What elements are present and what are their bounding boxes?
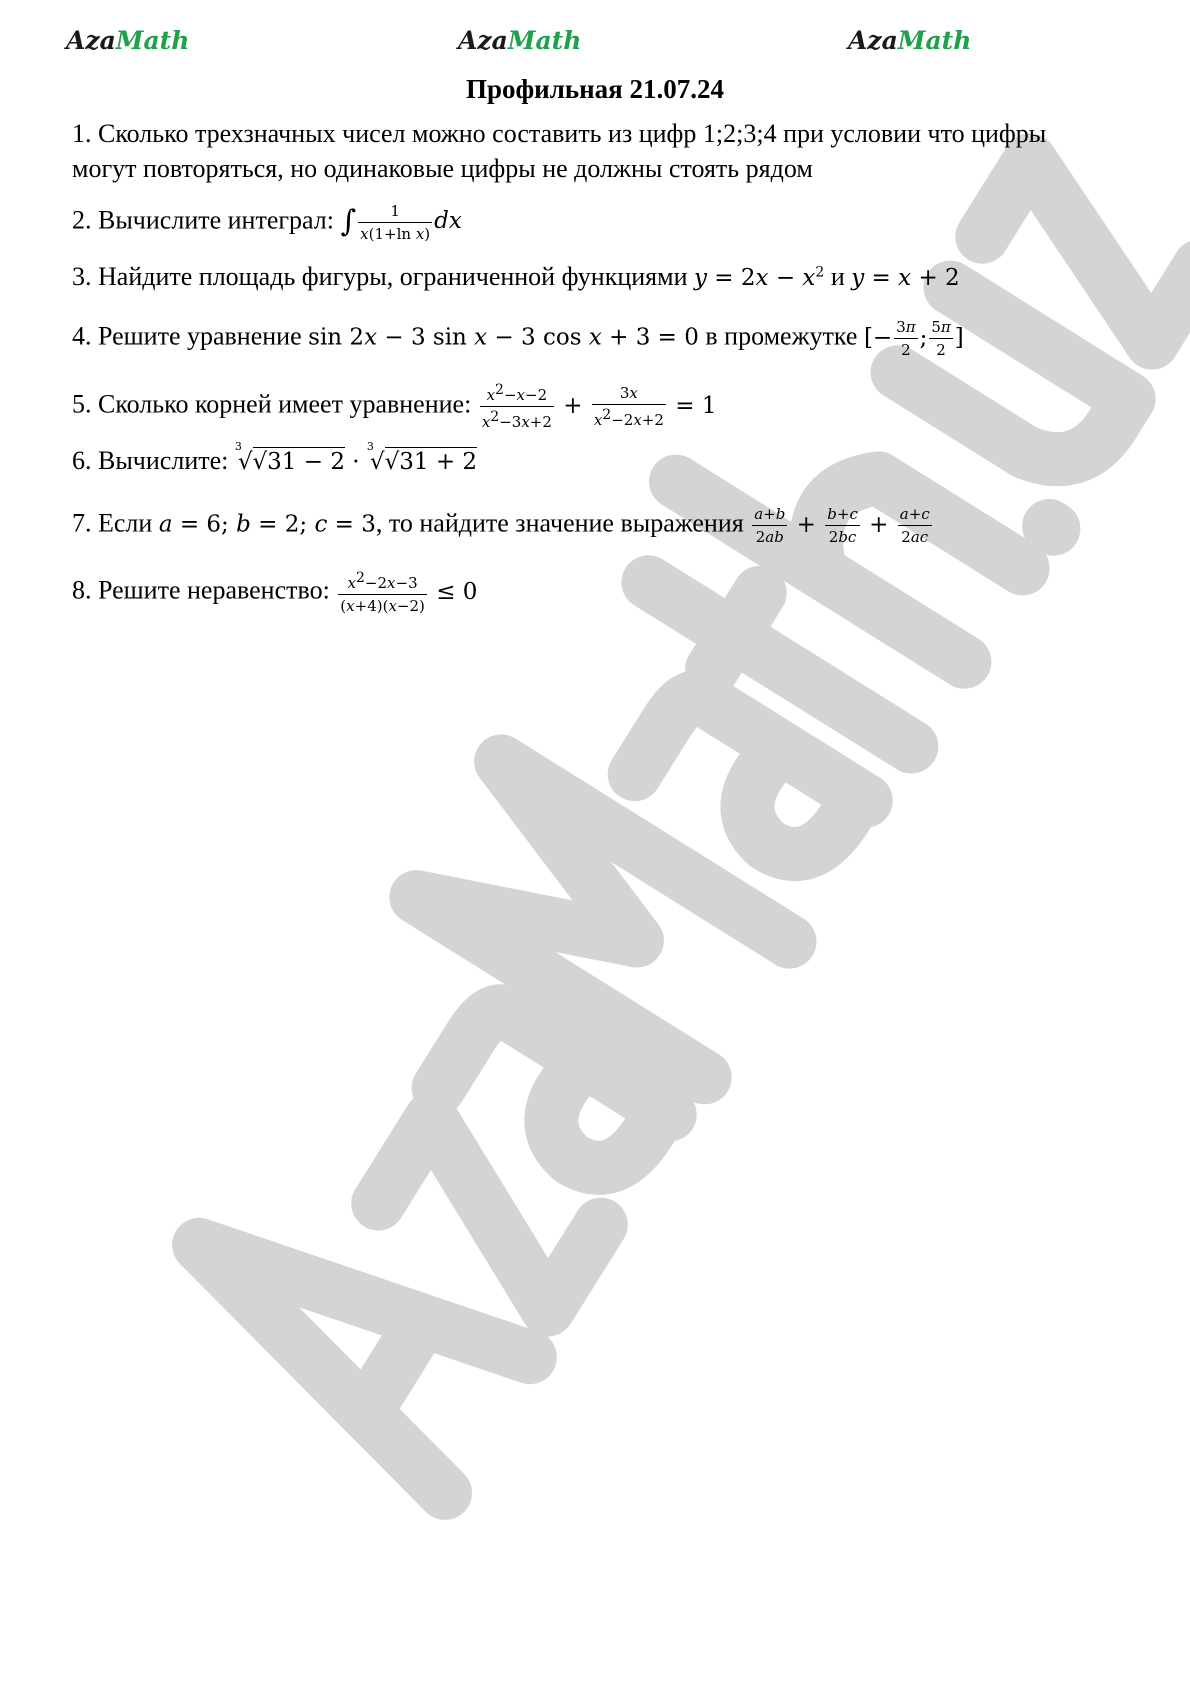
- problem-number: 8.: [72, 575, 92, 605]
- problem-text: Решите неравенство:: [98, 575, 330, 605]
- problem-formula: $\frac{x^2-2x-3}{(x+4)(x-2)}$ ≤ 0: [340, 570, 478, 615]
- problem-formula: $\frac{a+b}{2ab}$ + $\frac{b+c}{2bc}$ + $\frac{a+c}{2ac}$: [754, 505, 930, 546]
- problem-formula: y = x + 2: [851, 265, 960, 291]
- brand-logo: [66, 26, 189, 55]
- problem-formula: [− $\frac{3\pi}{2}$ ; $\frac{5\pi}{2}$ ]: [863, 318, 964, 359]
- problem-number: 2.: [72, 205, 92, 235]
- problem-joiner: и: [830, 262, 845, 291]
- problem-suffix: в промежутке: [705, 321, 858, 351]
- problem-formula: a = 6; b = 2; c = 3: [158, 511, 376, 538]
- brand-part-aza: Aza: [458, 26, 508, 55]
- problem-number: 5.: [72, 389, 92, 419]
- problem-formula: 3 √√31 − 2 · 3 √√31 + 2: [234, 440, 478, 475]
- problem-number: 7.: [72, 508, 92, 538]
- brand-part-math: Math: [897, 26, 972, 55]
- problem-suffix: , то найдите значение выражения: [375, 508, 744, 538]
- problem-text: Сколько корней имеет уравнение:: [98, 389, 472, 419]
- problem-4: [72, 318, 964, 359]
- problem-formula: ∫ $\frac{1}{\text{x(1+ln x)}}$ dx: [340, 202, 462, 243]
- brand-logo: [458, 26, 581, 55]
- brand-part-math: Math: [507, 26, 582, 55]
- page-title: Профильная 21.07.24: [465, 74, 725, 104]
- problem-text: Найдите площадь фигуры, ограниченной функциями: [98, 262, 688, 291]
- brand-part-aza: Aza: [66, 26, 116, 55]
- brand-logo: [848, 26, 971, 55]
- problem-text: Сколько трехзначных чисел можно составить из цифр 1;2;3;4 при условии что цифры могут повторяться, но одинаковые цифры не должны стоять рядом: [72, 119, 1047, 183]
- problem-text: Если: [98, 508, 153, 538]
- problem-text: Вычислите интеграл:: [98, 205, 334, 235]
- brand-part-aza: Aza: [848, 26, 898, 55]
- problem-8: [72, 570, 477, 615]
- problem-5: [72, 382, 716, 431]
- problem-6: [72, 440, 478, 475]
- brand-part-math: Math: [115, 26, 190, 55]
- problem-1: [72, 116, 1072, 186]
- problem-formula: $\frac{x^2-x-2}{x^2-3x+2}$ + $\frac{3x}{x^2-2x+2}$ = 1: [481, 382, 717, 431]
- problem-number: 1.: [72, 119, 92, 148]
- problem-2: [72, 202, 462, 243]
- problem-3: [72, 264, 960, 290]
- problem-formula: sin 2x − 3 sin x − 3 cos x + 3 = 0: [308, 324, 699, 351]
- problem-number: 4.: [72, 321, 92, 351]
- problem-number: 3.: [72, 262, 92, 291]
- problem-7: [72, 505, 934, 546]
- problem-number: 6.: [72, 446, 92, 475]
- problem-text: Вычислите:: [98, 446, 229, 475]
- problem-formula: $y = 2x - x^2$: [694, 264, 825, 291]
- problem-text: Решите уравнение: [98, 321, 302, 351]
